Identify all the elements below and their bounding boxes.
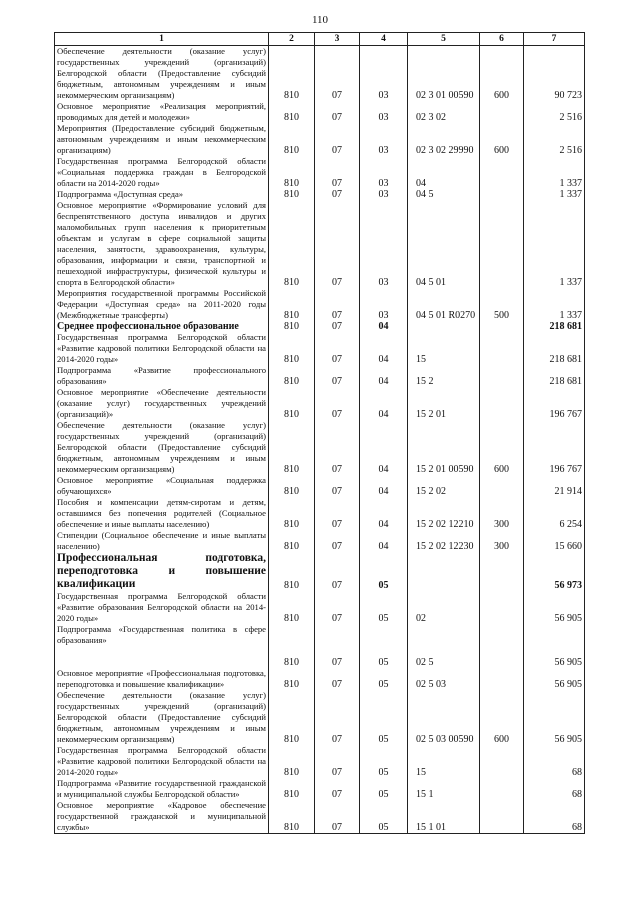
cell-section-code: 07 — [315, 189, 360, 200]
cell-subsection-code: 05 — [360, 552, 408, 591]
cell-ministry-code: 810 — [269, 387, 315, 420]
cell-target-article: 15 1 — [408, 778, 480, 800]
cell-expense-type — [480, 156, 524, 189]
cell-target-article: 02 5 — [408, 624, 480, 668]
table-row — [55, 690, 585, 745]
cell-amount: 218 681 — [524, 365, 585, 387]
table-row — [55, 387, 585, 420]
cell-section-code: 07 — [315, 101, 360, 123]
cell-subsection-code: 04 — [360, 387, 408, 420]
cell-amount: 2 516 — [524, 123, 585, 156]
cell-amount: 68 — [524, 800, 585, 834]
table-row — [55, 46, 585, 102]
cell-section-code: 07 — [315, 332, 360, 365]
cell-name: Основное мероприятие «Социальная поддержка обучающихся» — [55, 475, 269, 497]
cell-amount: 1 337 — [524, 189, 585, 200]
cell-target-article: 15 2 01 00590 — [408, 420, 480, 475]
cell-target-article: 15 2 01 — [408, 387, 480, 420]
cell-section-code: 07 — [315, 800, 360, 834]
cell-subsection-code: 03 — [360, 123, 408, 156]
cell-amount: 56 905 — [524, 624, 585, 668]
cell-subsection-code: 04 — [360, 420, 408, 475]
header-col-1: 1 — [55, 33, 269, 46]
cell-section-code: 07 — [315, 156, 360, 189]
header-col-4: 4 — [360, 33, 408, 46]
table-row — [55, 668, 585, 690]
cell-ministry-code: 810 — [269, 475, 315, 497]
cell-target-article: 02 3 01 00590 — [408, 46, 480, 102]
cell-expense-type — [480, 387, 524, 420]
cell-target-article: 02 5 03 — [408, 668, 480, 690]
cell-target-article: 15 1 01 — [408, 800, 480, 834]
header-col-3: 3 — [315, 33, 360, 46]
cell-subsection-code: 04 — [360, 475, 408, 497]
table-row — [55, 497, 585, 530]
cell-amount: 2 516 — [524, 101, 585, 123]
cell-name: Государственная программа Белгородской области «Развитие кадровой политики Белгородской области на 2014-2020 годы» — [55, 745, 269, 778]
cell-name: Мероприятия государственной программы Российской Федерации «Доступная среда» на 2011-2020 годы (Межбюджетные трансферты) — [55, 288, 269, 321]
cell-expense-type — [480, 668, 524, 690]
cell-expense-type — [480, 800, 524, 834]
cell-name: Обеспечение деятельности (оказание услуг) государственных учреждений (организаций) Белгородской области (Предоставление субсидий бюджетным, автономным учреждениям и иным некоммерческим организациям) — [55, 690, 269, 745]
cell-section-code: 07 — [315, 668, 360, 690]
cell-expense-type — [480, 200, 524, 288]
cell-target-article: 04 — [408, 156, 480, 189]
cell-name: Подпрограмма «Государственная политика в сфере образования» — [55, 624, 269, 668]
table-row — [55, 591, 585, 624]
cell-target-article: 02 3 02 — [408, 101, 480, 123]
cell-target-article: 02 — [408, 591, 480, 624]
cell-expense-type — [480, 189, 524, 200]
cell-subsection-code: 04 — [360, 530, 408, 552]
cell-expense-type: 600 — [480, 123, 524, 156]
cell-target-article: 15 2 02 12230 — [408, 530, 480, 552]
cell-expense-type — [480, 475, 524, 497]
cell-expense-type — [480, 365, 524, 387]
cell-subsection-code: 03 — [360, 46, 408, 102]
cell-section-code: 07 — [315, 475, 360, 497]
cell-expense-type — [480, 552, 524, 591]
cell-target-article: 04 5 01 R0270 — [408, 288, 480, 321]
cell-expense-type — [480, 745, 524, 778]
cell-amount: 196 767 — [524, 387, 585, 420]
cell-ministry-code: 810 — [269, 365, 315, 387]
cell-expense-type — [480, 591, 524, 624]
cell-ministry-code: 810 — [269, 123, 315, 156]
header-col-5: 5 — [408, 33, 480, 46]
table-row — [55, 530, 585, 552]
cell-section-code: 07 — [315, 321, 360, 332]
cell-expense-type — [480, 101, 524, 123]
cell-name: Пособия и компенсации детям-сиротам и детям, оставшимся без попечения родителей (Социальное обеспечение и иные выплаты населению) — [55, 497, 269, 530]
cell-section-code: 07 — [315, 497, 360, 530]
cell-ministry-code: 810 — [269, 624, 315, 668]
cell-ministry-code: 810 — [269, 778, 315, 800]
cell-expense-type: 300 — [480, 530, 524, 552]
cell-amount: 218 681 — [524, 332, 585, 365]
table-row — [55, 552, 585, 591]
cell-ministry-code: 810 — [269, 552, 315, 591]
cell-ministry-code: 810 — [269, 101, 315, 123]
table-row — [55, 101, 585, 123]
cell-expense-type: 600 — [480, 420, 524, 475]
cell-ministry-code: 810 — [269, 189, 315, 200]
cell-target-article: 15 — [408, 332, 480, 365]
table-row — [55, 288, 585, 321]
cell-amount: 196 767 — [524, 420, 585, 475]
cell-section-code: 07 — [315, 690, 360, 745]
budget-table — [54, 32, 585, 834]
cell-ministry-code: 810 — [269, 745, 315, 778]
cell-ministry-code: 810 — [269, 530, 315, 552]
cell-section-code: 07 — [315, 288, 360, 321]
cell-target-article — [408, 552, 480, 591]
cell-section-code: 07 — [315, 46, 360, 102]
cell-ministry-code: 810 — [269, 288, 315, 321]
cell-section-code: 07 — [315, 200, 360, 288]
cell-amount: 68 — [524, 778, 585, 800]
cell-ministry-code: 810 — [269, 800, 315, 834]
cell-target-article: 15 2 02 — [408, 475, 480, 497]
cell-section-code: 07 — [315, 552, 360, 591]
header-col-6: 6 — [480, 33, 524, 46]
cell-amount: 1 337 — [524, 288, 585, 321]
cell-amount: 218 681 — [524, 321, 585, 332]
cell-subsection-code: 05 — [360, 778, 408, 800]
page-number: 110 — [311, 14, 329, 26]
table-row — [55, 332, 585, 365]
cell-amount: 68 — [524, 745, 585, 778]
cell-section-code: 07 — [315, 420, 360, 475]
cell-name: Подпрограмма «Доступная среда» — [55, 189, 269, 200]
cell-name: Государственная программа Белгородской области «Развитие образования Белгородской области на 2014-2020 годы» — [55, 591, 269, 624]
cell-ministry-code: 810 — [269, 332, 315, 365]
cell-section-code: 07 — [315, 778, 360, 800]
table-row — [55, 200, 585, 288]
cell-section-code: 07 — [315, 123, 360, 156]
header-col-7: 7 — [524, 33, 585, 46]
cell-amount: 56 905 — [524, 668, 585, 690]
cell-section-code: 07 — [315, 591, 360, 624]
cell-subsection-code: 04 — [360, 497, 408, 530]
cell-expense-type — [480, 321, 524, 332]
cell-subsection-code: 03 — [360, 288, 408, 321]
cell-name: Основное мероприятие «Реализация мероприятий, проводимых для детей и молодежи» — [55, 101, 269, 123]
cell-subsection-code: 05 — [360, 690, 408, 745]
cell-name: Подпрограмма «Развитие государственной гражданской и муниципальной службы Белгородской области» — [55, 778, 269, 800]
cell-amount: 56 905 — [524, 690, 585, 745]
cell-amount: 90 723 — [524, 46, 585, 102]
cell-amount: 1 337 — [524, 156, 585, 189]
cell-amount: 56 905 — [524, 591, 585, 624]
cell-name: Профессиональная подготовка, переподготовка и повышение квалификации — [55, 552, 269, 591]
cell-amount: 21 914 — [524, 475, 585, 497]
cell-name: Обеспечение деятельности (оказание услуг) государственных учреждений (организаций) Белгородской области (Предоставление субсидий бюджетным, автономным учреждениям и иным некоммерческим организациям) — [55, 46, 269, 102]
cell-subsection-code: 04 — [360, 321, 408, 332]
cell-section-code: 07 — [315, 624, 360, 668]
cell-name: Государственная программа Белгородской области «Социальная поддержка граждан в Белгородской области на 2014-2020 годы» — [55, 156, 269, 189]
cell-section-code: 07 — [315, 745, 360, 778]
cell-subsection-code: 05 — [360, 591, 408, 624]
cell-section-code: 07 — [315, 365, 360, 387]
cell-ministry-code: 810 — [269, 200, 315, 288]
table-row — [55, 745, 585, 778]
table-row — [55, 321, 585, 332]
cell-target-article: 04 5 — [408, 189, 480, 200]
cell-name: Основное мероприятие «Профессиональная подготовка, переподготовка и повышение квалификации» — [55, 668, 269, 690]
cell-name: Государственная программа Белгородской области «Развитие кадровой политики Белгородской области на 2014-2020 годы» — [55, 332, 269, 365]
cell-name: Мероприятия (Предоставление субсидий бюджетным, автономным учреждениям и иным некоммерческим организациям) — [55, 123, 269, 156]
cell-subsection-code: 03 — [360, 200, 408, 288]
table-row — [55, 475, 585, 497]
cell-ministry-code: 810 — [269, 156, 315, 189]
header-col-2: 2 — [269, 33, 315, 46]
cell-amount: 6 254 — [524, 497, 585, 530]
table-row — [55, 778, 585, 800]
table-row — [55, 420, 585, 475]
cell-name: Среднее профессиональное образование — [55, 321, 269, 332]
cell-subsection-code: 05 — [360, 668, 408, 690]
cell-name: Основное мероприятие «Обеспечение деятельности (оказание услуг) государственных учреждений (организаций)» — [55, 387, 269, 420]
cell-subsection-code: 04 — [360, 365, 408, 387]
table-row — [55, 189, 585, 200]
cell-name: Обеспечение деятельности (оказание услуг) государственных учреждений (организаций) Белгородской области (Предоставление субсидий бюджетным, автономным учреждениям и иным некоммерческим организациям) — [55, 420, 269, 475]
cell-subsection-code: 05 — [360, 745, 408, 778]
cell-subsection-code: 03 — [360, 189, 408, 200]
cell-expense-type: 300 — [480, 497, 524, 530]
cell-target-article: 15 2 02 12210 — [408, 497, 480, 530]
table-row — [55, 800, 585, 834]
cell-name: Основное мероприятие «Кадровое обеспечение государственной гражданской и муниципальной службы» — [55, 800, 269, 834]
cell-target-article: 04 5 01 — [408, 200, 480, 288]
cell-name: Подпрограмма «Развитие профессионального образования» — [55, 365, 269, 387]
cell-ministry-code: 810 — [269, 668, 315, 690]
cell-section-code: 07 — [315, 530, 360, 552]
cell-section-code: 07 — [315, 387, 360, 420]
cell-name: Стипендии (Социальное обеспечение и иные выплаты населению) — [55, 530, 269, 552]
cell-subsection-code: 04 — [360, 332, 408, 365]
cell-ministry-code: 810 — [269, 591, 315, 624]
cell-ministry-code: 810 — [269, 420, 315, 475]
table-header-row — [55, 33, 585, 46]
cell-expense-type — [480, 778, 524, 800]
cell-subsection-code: 05 — [360, 624, 408, 668]
table-row — [55, 365, 585, 387]
cell-expense-type — [480, 332, 524, 365]
cell-expense-type: 500 — [480, 288, 524, 321]
cell-target-article: 15 2 — [408, 365, 480, 387]
cell-ministry-code: 810 — [269, 321, 315, 332]
table-row — [55, 156, 585, 189]
cell-expense-type: 600 — [480, 690, 524, 745]
cell-target-article — [408, 321, 480, 332]
cell-subsection-code: 03 — [360, 156, 408, 189]
cell-name: Основное мероприятие «Формирование условий для беспрепятственного доступа инвалидов и других маломобильных групп населения к приоритетным объектам и услугам в сфере социальной защиты населения, занятости, здравоохранения, культуры, образования, информации и связи, транспортной и пешеходной инфраструктуры, физической культуры и спорта в Белгородской области» — [55, 200, 269, 288]
cell-amount: 15 660 — [524, 530, 585, 552]
cell-target-article: 15 — [408, 745, 480, 778]
cell-target-article: 02 5 03 00590 — [408, 690, 480, 745]
cell-expense-type — [480, 624, 524, 668]
cell-subsection-code: 05 — [360, 800, 408, 834]
cell-amount: 1 337 — [524, 200, 585, 288]
cell-subsection-code: 03 — [360, 101, 408, 123]
table-row — [55, 123, 585, 156]
cell-amount: 56 973 — [524, 552, 585, 591]
cell-expense-type: 600 — [480, 46, 524, 102]
table-row — [55, 624, 585, 668]
cell-ministry-code: 810 — [269, 690, 315, 745]
cell-ministry-code: 810 — [269, 497, 315, 530]
cell-ministry-code: 810 — [269, 46, 315, 102]
cell-target-article: 02 3 02 29990 — [408, 123, 480, 156]
